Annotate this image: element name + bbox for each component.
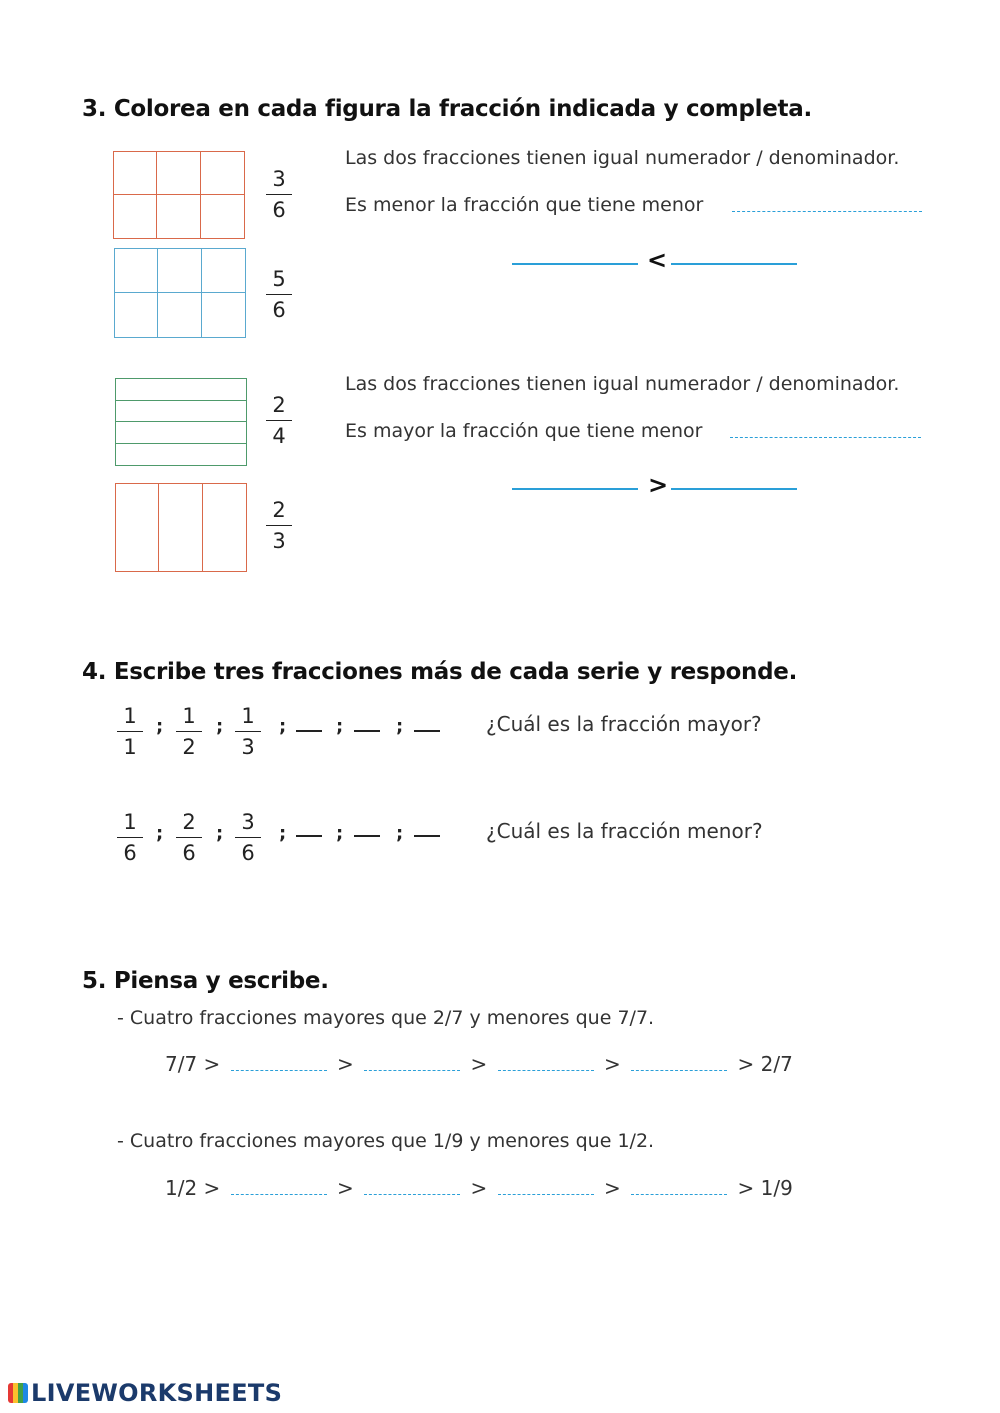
figure-2-4-grid[interactable] (115, 378, 247, 466)
pair2-answer-blank[interactable] (730, 437, 921, 438)
separator: ; (336, 823, 344, 844)
figure-2-3-grid[interactable] (115, 483, 247, 572)
series2-fraction-2 (176, 808, 202, 867)
item1-start: 7/7 > (165, 1052, 221, 1076)
item2-start: 1/2 > (165, 1176, 221, 1200)
denominator: 3 (241, 735, 255, 759)
section-3-heading: 3. Colorea en cada figura la fracción indicada y completa. (82, 96, 812, 122)
numerator: 1 (182, 704, 196, 728)
item2-sequence (165, 1176, 793, 1200)
separator: ; (279, 716, 287, 737)
denominator: 6 (182, 841, 196, 865)
item1-blank-4[interactable] (631, 1070, 727, 1071)
series2-blank-1[interactable] (296, 835, 322, 837)
gt-sign: > (470, 1176, 488, 1200)
pair2-compare-right-blank[interactable] (671, 488, 797, 490)
numerator: 2 (272, 393, 286, 417)
section-4-heading: 4. Escribe tres fracciones más de cada serie y responde. (82, 659, 798, 685)
series1-fraction-1 (117, 702, 143, 761)
series2-question: ¿Cuál es la fracción menor? (486, 819, 763, 843)
numerator: 3 (272, 167, 286, 191)
series1-fraction-3 (235, 702, 261, 761)
item2-blank-2[interactable] (364, 1194, 460, 1195)
item1-end: > 2/7 (737, 1052, 793, 1076)
denominator: 4 (272, 424, 286, 448)
numerator: 2 (272, 498, 286, 522)
separator: ; (156, 716, 164, 737)
separator: ; (396, 716, 404, 737)
pair1-compare-left-blank[interactable] (512, 263, 638, 265)
numerator: 3 (241, 810, 255, 834)
series1-blank-3[interactable] (414, 730, 440, 732)
series2-blank-3[interactable] (414, 835, 440, 837)
pair2-statement: Las dos fracciones tienen igual numerador / denominador. (345, 373, 900, 395)
series2-fraction-1 (117, 808, 143, 867)
gt-sign: > (337, 1052, 354, 1076)
separator: ; (216, 716, 224, 737)
denominator: 6 (272, 298, 286, 322)
pair1-prompt: Es menor la fracción que tiene menor (345, 194, 704, 216)
pair1-statement: Las dos fracciones tienen igual numerador / denominador. (345, 147, 900, 169)
liveworksheets-logo-icon (8, 1383, 28, 1403)
gt-sign: > (470, 1052, 488, 1076)
item1-blank-2[interactable] (364, 1070, 460, 1071)
item1-sequence (165, 1052, 793, 1076)
numerator: 1 (123, 704, 137, 728)
fraction-5-6 (266, 265, 292, 324)
gt-sign: > (604, 1052, 621, 1076)
item1-instruction: - Cuatro fracciones mayores que 2/7 y menores que 7/7. (117, 1007, 655, 1029)
fraction-3-6 (266, 165, 292, 224)
denominator: 6 (272, 198, 286, 222)
fraction-2-3 (266, 496, 292, 555)
item2-end: > 1/9 (737, 1176, 793, 1200)
figure-3-6-grid[interactable] (113, 151, 245, 239)
brand-name: LIVEWORKSHEETS (31, 1379, 283, 1407)
denominator: 2 (182, 735, 196, 759)
series1-blank-2[interactable] (354, 730, 380, 732)
separator: ; (156, 823, 164, 844)
pair1-answer-blank[interactable] (732, 211, 922, 212)
less-than-symbol: < (647, 246, 668, 274)
separator: ; (279, 823, 287, 844)
denominator: 1 (123, 735, 137, 759)
item2-blank-1[interactable] (231, 1194, 327, 1195)
gt-sign: > (337, 1176, 354, 1200)
series1-question: ¿Cuál es la fracción mayor? (486, 712, 762, 736)
item2-blank-3[interactable] (498, 1194, 594, 1195)
item2-instruction: - Cuatro fracciones mayores que 1/9 y menores que 1/2. (117, 1130, 655, 1152)
item1-blank-3[interactable] (498, 1070, 594, 1071)
numerator: 1 (123, 810, 137, 834)
gt-sign: > (604, 1176, 621, 1200)
pair2-compare-left-blank[interactable] (512, 488, 638, 490)
item2-blank-4[interactable] (631, 1194, 727, 1195)
liveworksheets-logo[interactable] (8, 1379, 282, 1407)
separator: ; (216, 823, 224, 844)
numerator: 1 (241, 704, 255, 728)
series2-fraction-3 (235, 808, 261, 867)
series1-fraction-2 (176, 702, 202, 761)
item1-blank-1[interactable] (231, 1070, 327, 1071)
numerator: 5 (272, 267, 286, 291)
denominator: 3 (272, 529, 286, 553)
fraction-2-4 (266, 391, 292, 450)
pair1-compare-right-blank[interactable] (671, 263, 797, 265)
series1-blank-1[interactable] (296, 730, 322, 732)
greater-than-symbol: > (648, 471, 669, 499)
numerator: 2 (182, 810, 196, 834)
denominator: 6 (123, 841, 137, 865)
figure-5-6-grid[interactable] (114, 248, 246, 338)
section-5-heading: 5. Piensa y escribe. (82, 968, 329, 994)
separator: ; (336, 716, 344, 737)
separator: ; (396, 823, 404, 844)
series2-blank-2[interactable] (354, 835, 380, 837)
pair2-prompt: Es mayor la fracción que tiene menor (345, 420, 703, 442)
denominator: 6 (241, 841, 255, 865)
